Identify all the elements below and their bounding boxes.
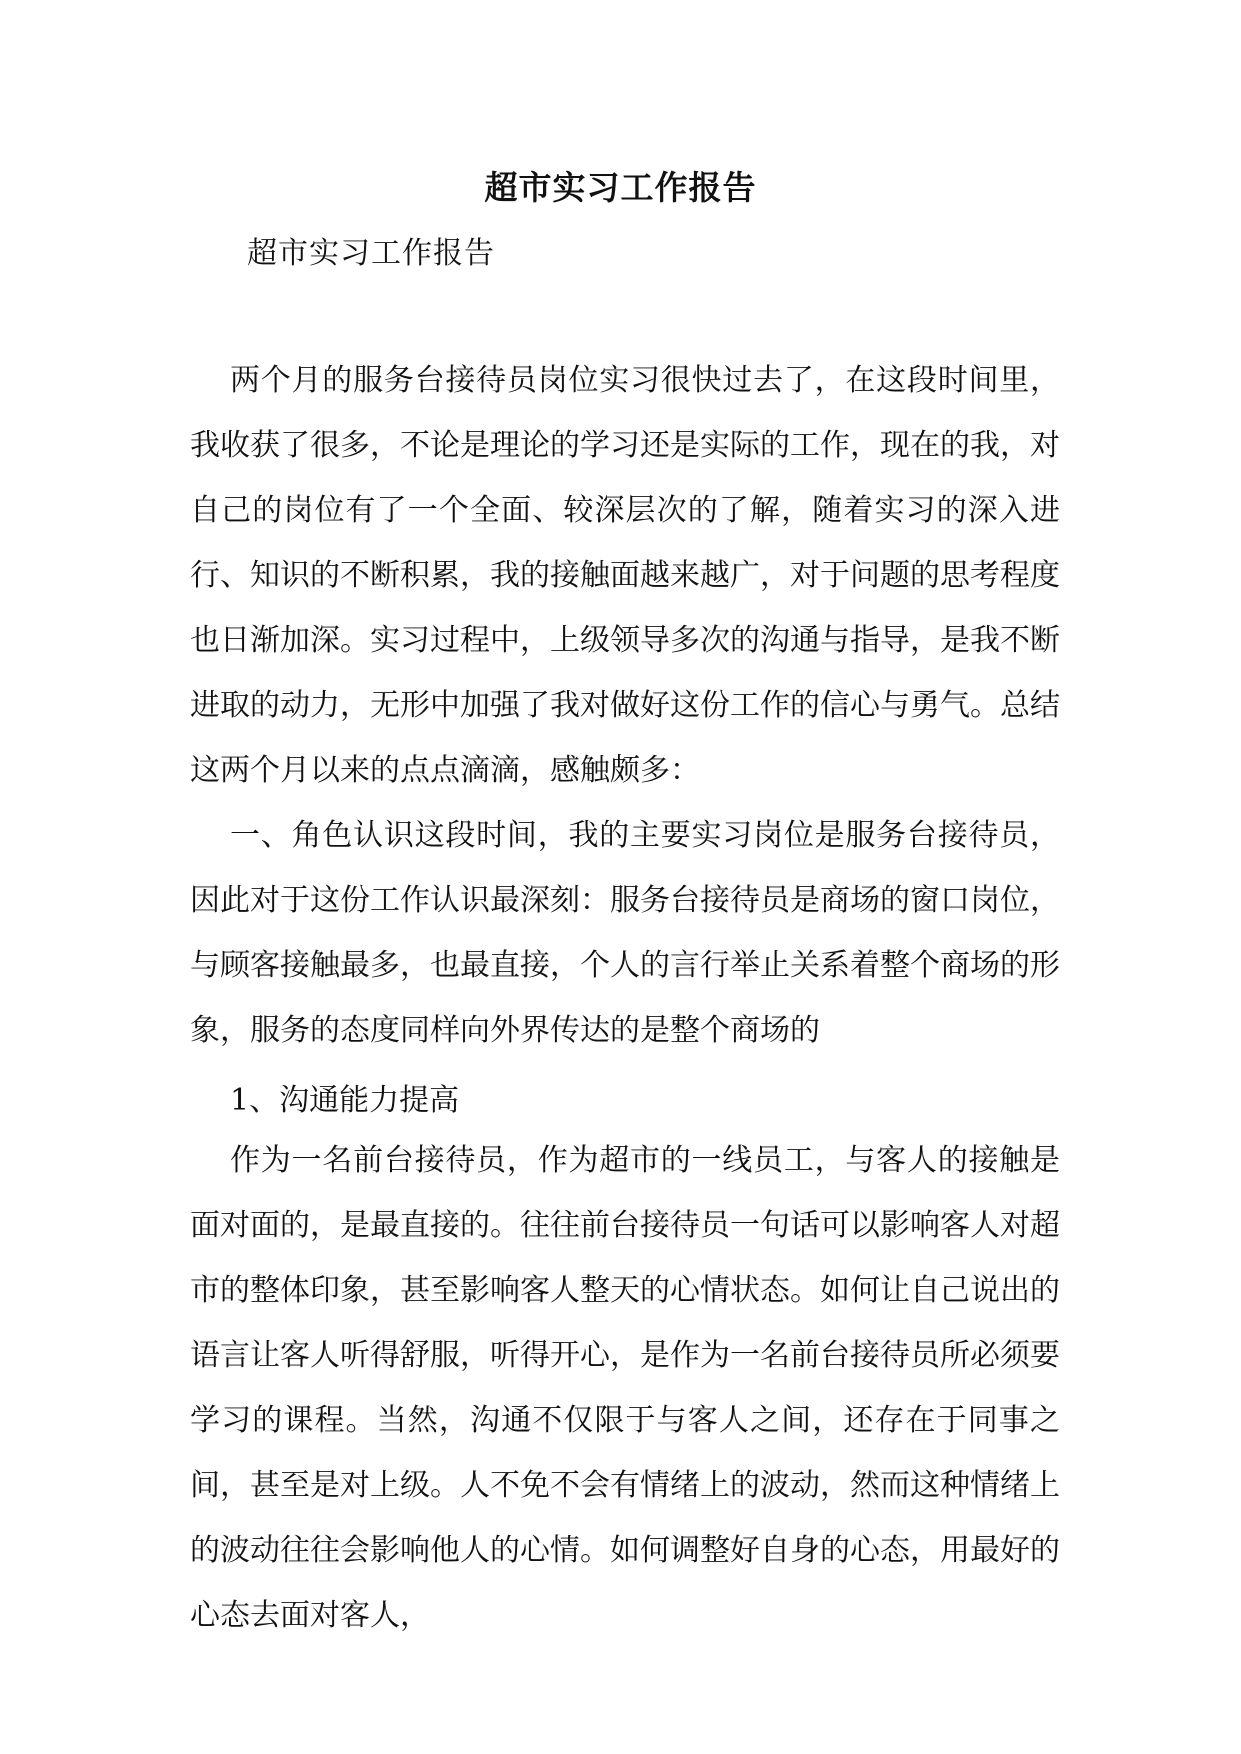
paragraph-communication: 作为一名前台接待员，作为超市的一线员工，与客人的接触是面对面的，是最直接的。往往前台接待员一句话可以影响客人对超市的整体印象，甚至影响客人整天的心情状态。如何让自己说出的语言让客人听得舒服，听得开心，是作为一名前台接待员所必须要学习的课程。当然，沟通不仅限于与客人之间，还存在于同事之间，甚至是对上级。人不免不会有情绪上的波动，然而这种情绪上的波动往往会影响他人的心情。如何调整好自身的心态，用最好的心态去面对客人， [190,1143,1060,1633]
section-heading-communication: 1、沟通能力提高 [230,1083,460,1118]
paragraph-role-recognition: 一、角色认识这段时间，我的主要实习岗位是服务台接待员，因此对于这份工作认识最深刻：服务台接待员是商场的窗口岗位，与顾客接触最多，也最直接，个人的言行举止关系着整个商场的形象，服务的态度同样向外界传达的是整个商场的 [190,818,1060,1048]
document-title: 超市实习工作报告 [484,168,757,207]
document-subtitle: 超市实习工作报告 [247,236,495,271]
paragraph-intro: 两个月的服务台接待员岗位实习很快过去了，在这段时间里，我收获了很多，不论是理论的学习还是实际的工作，现在的我，对自己的岗位有了一个全面、较深层次的了解，随着实习的深入进行、知识的不断积累，我的接触面越来越广，对于问题的思考程度也日渐加深。实习过程中，上级领导多次的沟通与指导，是我不断进取的动力，无形中加强了我对做好这份工作的信心与勇气。总结这两个月以来的点点滴滴，感触颇多： [190,363,1060,788]
